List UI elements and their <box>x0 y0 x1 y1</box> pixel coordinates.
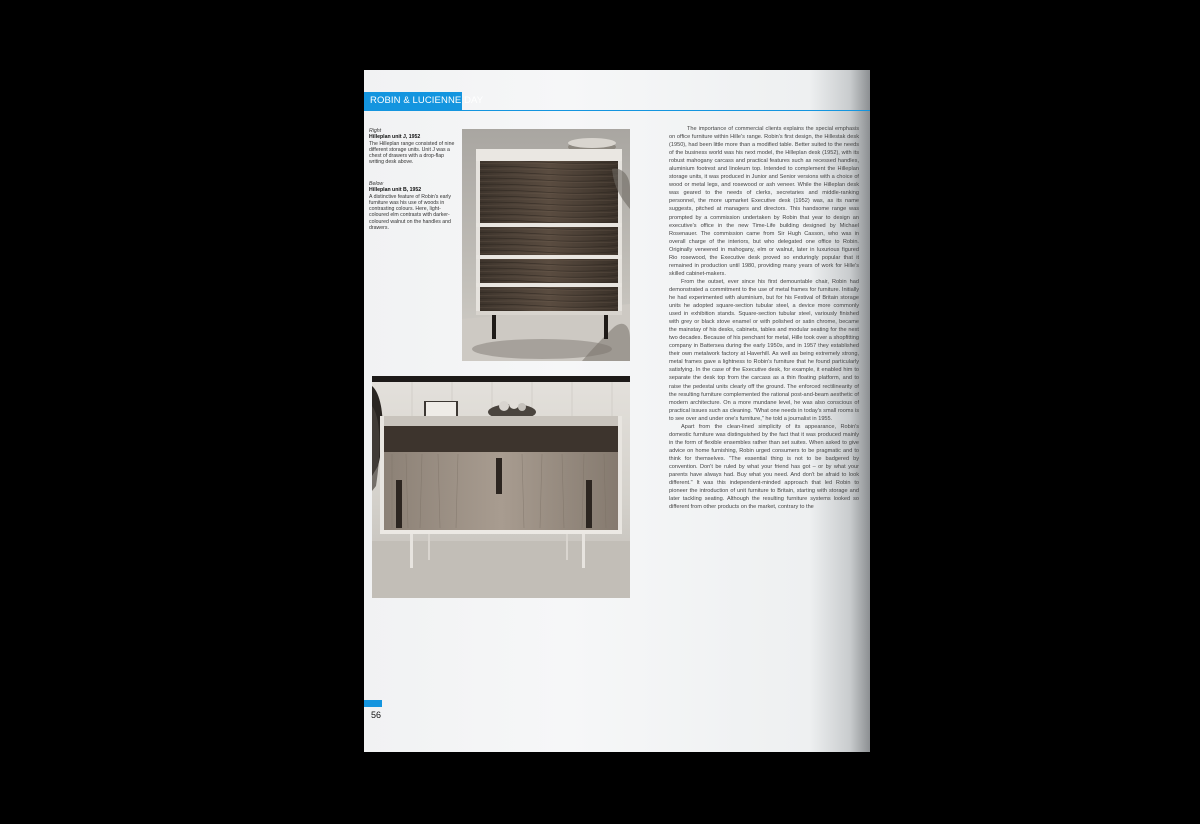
book-page <box>364 70 870 752</box>
body-paragraph: The importance of commercial clients explains the special emphasis on office furniture within Hille's range. Robin's first design, the Hillestak desk (1950), had been little more than a modified table. Better suited to the needs of the business world was his next model, the Hilleplan desk (1952), with its robust mahogany carcass and practical features such as recessed handles, aluminium footrest and linoleum top. Intended to complement the Hilleplan storage units, it was produced in Junior and Senior versions with a choice of wood or metal legs, and rosewood or ash veneer. While the Hilleplan desk was geared to the needs of clerks, secretaries and middle-ranking personnel, the more upmarket Executive desk (1952) was, as its name suggests, pitched at managers and directors. This handsome range was prompted by a commission undertaken by Robin that year to design an executive's office in the new Time-Life building designed by Michael Rosenauer. The commission came from Sir Hugh Casson, who was in overall charge of the interiors, but who delegated one office to Robin. Originally veneered in mahogany, elm or walnut, later in luxurious figured Rio rosewood, the Executive desk proved so enduringly popular that it remained in production until 1980, providing many years of work for Hille's skilled cabinet-makers. <box>669 126 859 277</box>
running-header: ROBIN & LUCIENNE DAY <box>370 95 484 106</box>
body-paragraph: From the outset, ever since his first demountable chair, Robin had demonstrated a commitment to the use of metal frames for furniture. Initially he had experimented with aluminium, but for his Festival of Britain storage units he adopted square-section tubular steel, a device more commonly used in exhibition stands. Square-section tubular steel, variously finished with grey or black stove enamel or with polished or satin chrome, became the mainstay of his desks, cabinets, tables and modular seating for the next two decades. Because of his penchant for metal, Hille took over a shopfitting company in Battersea during the early 1950s, and in 1957 they established their own metalwork factory at Haverhill. As well as being extremely strong, metal frames gave a lightness to Robin's furniture that he found particularly satisfying. In the case of the Executive desk, for example, it enabled him to separate the desk top from the carcass as a thin floating platform, and to raise the pedestal units clearly off the ground. The enforced rectilinearity of the resulting furniture complemented the rational post-and-beam aesthetic of modern architecture. On a more mundane level, he was also conscious of practical issues such as cleaning. "What one needs in today's small rooms is to see over and under one's furniture," he told a journalist in 1955. <box>669 278 859 422</box>
caption-label: Below <box>369 181 384 187</box>
caption-below <box>369 181 459 231</box>
caption-text: A distinctive feature of Robin's early furniture was his use of woods in contrasting colours. Here, light-coloured elm contrasts with darker-coloured walnut on the handles and drawers. <box>369 193 452 232</box>
caption-title: Hilleplan unit B, 1952 <box>369 187 422 194</box>
body-text <box>669 125 859 511</box>
caption-label: Right <box>369 128 382 134</box>
caption-right <box>369 128 459 166</box>
footer-accent-bar <box>364 700 382 707</box>
caption-title: Hilleplan unit J, 1952 <box>369 134 421 141</box>
caption-text: The Hilleplan range consisted of nine different storage units. Unit J was a chest of drawers with a drop-flap writing desk above. <box>369 140 455 166</box>
page-number: 56 <box>371 710 382 720</box>
photo-sideboard <box>372 376 630 598</box>
body-paragraph: Apart from the clean-lined simplicity of its appearance, Robin's domestic furniture was distinguished by the fact that it was produced mainly in the form of flexible ensembles rather than set suites. When asked to give advice on home furnishing, Robin urged consumers to be pragmatic and to think for themselves. "The essential thing is not to be badgered by convention. Don't be ruled by what your friend has got – or by what your parents have always had. Buy what you need. And don't be afraid to look different." It was this independent-minded approach that led Robin to pioneer the introduction of unit furniture to Britain, starting with storage and later tackling seating. Although the resulting furniture systems looked so different from other products on the market, contrary to the <box>669 423 859 511</box>
header-rule <box>364 110 870 111</box>
photo-chest-of-drawers <box>462 129 630 361</box>
